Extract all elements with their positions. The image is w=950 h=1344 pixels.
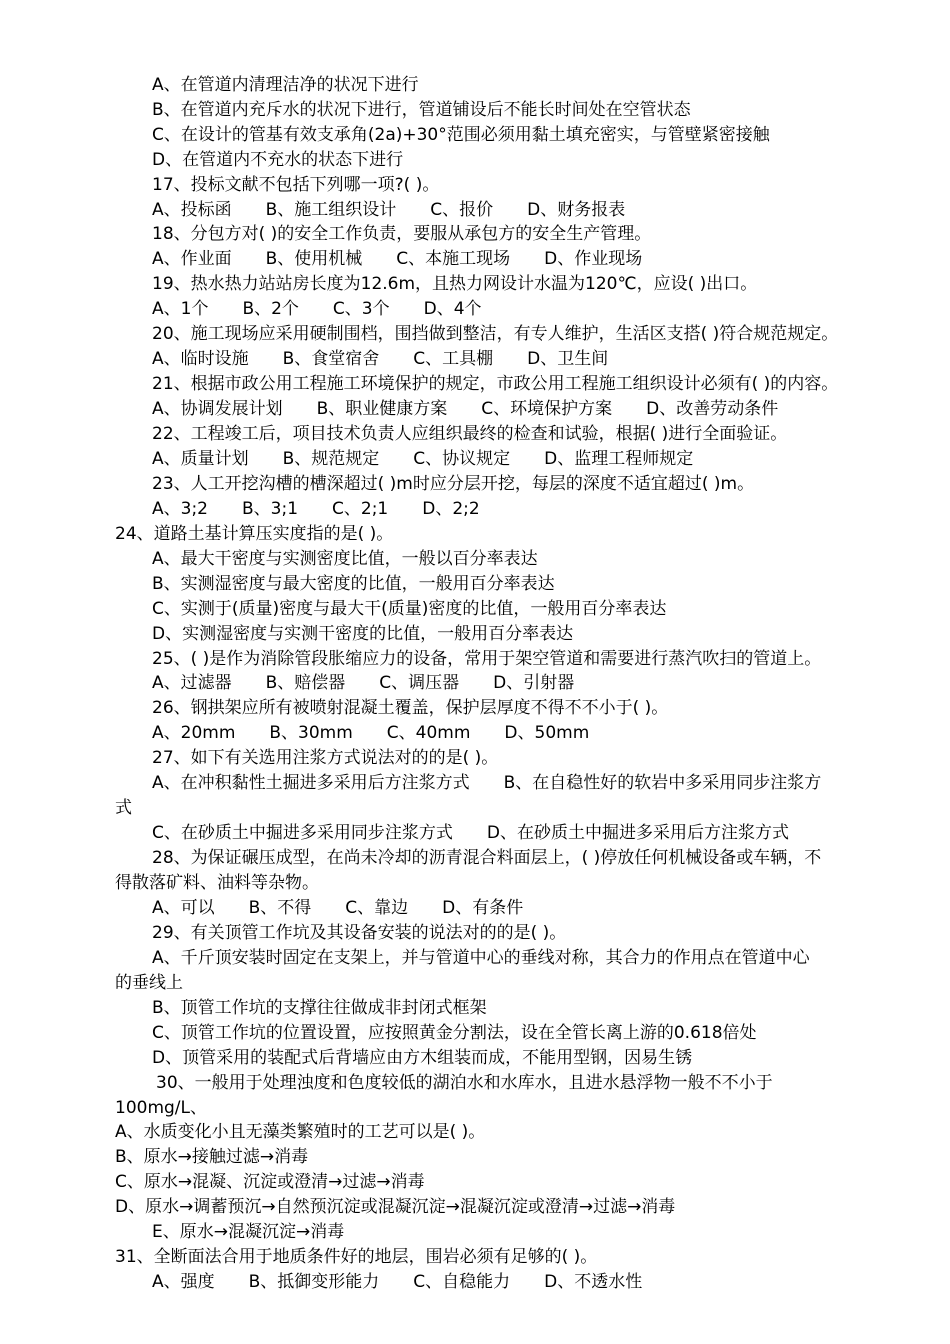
options-17: A、投标函 B、施工组织设计 C、报价 D、财务报表 bbox=[152, 200, 626, 220]
text-line: D、实测湿密度与实测干密度的比值，一般用百分率表达 bbox=[152, 624, 574, 644]
question-28: 28、为保证碾压成型，在尚未冷却的沥青混合料面层上，( )停放任何机械设备或车辆，不 bbox=[152, 848, 822, 868]
text-line: B、实测湿密度与最大密度的比值，一般用百分率表达 bbox=[152, 574, 555, 594]
text-line: 得散落矿料、油料等杂物。 bbox=[115, 873, 319, 893]
question-24: 24、道路土基计算压实度指的是( )。 bbox=[115, 524, 394, 544]
text-line: B、原水→接触过滤→消毒 bbox=[115, 1147, 309, 1167]
text-line: C、实测于(质量)密度与最大干(质量)密度的比值，一般用百分率表达 bbox=[152, 599, 667, 619]
text-line: C、在砂质土中掘进多采用同步注浆方式 D、在砂质土中掘进多采用后方注浆方式 bbox=[152, 823, 789, 843]
text-line: A、在管道内清理洁净的状况下进行 bbox=[152, 75, 419, 95]
question-30: 30、一般用于处理浊度和色度较低的湖泊水和水库水，且进水悬浮物一般不不小于 bbox=[156, 1073, 773, 1093]
text-line: C、在设计的管基有效支承角(2a)+30°范围必须用黏土填充密实，与管壁紧密接触 bbox=[152, 125, 770, 145]
options-20: A、临时设施 B、食堂宿舍 C、工具棚 D、卫生间 bbox=[152, 349, 609, 369]
options-21: A、协调发展计划 B、职业健康方案 C、环境保护方案 D、改善劳动条件 bbox=[152, 399, 779, 419]
options-25: A、过滤器 B、赔偿器 C、调压器 D、引射器 bbox=[152, 673, 575, 693]
text-line: E、原水→混凝沉淀→消毒 bbox=[152, 1222, 345, 1242]
question-26: 26、钢拱架应所有被喷射混凝土覆盖，保护层厚度不得不不小于( )。 bbox=[152, 698, 669, 718]
options-19: A、1个 B、2个 C、3个 D、4个 bbox=[152, 299, 482, 319]
question-31: 31、全断面法合用于地质条件好的地层，围岩必须有足够的( )。 bbox=[115, 1247, 598, 1267]
text-line: D、在管道内不充水的状态下进行 bbox=[152, 150, 404, 170]
question-23: 23、人工开挖沟槽的槽深超过( )m时应分层开挖，每层的深度不适宜超过( )m。 bbox=[152, 474, 755, 494]
text-line: A、最大干密度与实测密度比值，一般以百分率表达 bbox=[152, 549, 538, 569]
text-line: C、原水→混凝、沉淀或澄清→过滤→消毒 bbox=[115, 1172, 425, 1192]
text-line: D、顶管采用的装配式后背墙应由方木组装而成，不能用型钢，因易生锈 bbox=[152, 1048, 693, 1068]
question-18: 18、分包方对( )的安全工作负责，要服从承包方的安全生产管理。 bbox=[152, 224, 652, 244]
question-20: 20、施工现场应采用硬制围档，围挡做到整洁，有专人维护，生活区支搭( )符合规范规定。 bbox=[152, 324, 839, 344]
options-26: A、20mm B、30mm C、40mm D、50mm bbox=[152, 723, 590, 743]
text-line: 式 bbox=[115, 798, 132, 818]
question-17: 17、投标文献不包括下列哪一项?( )。 bbox=[152, 175, 440, 195]
question-22: 22、工程竣工后，项目技术负责人应组织最终的检查和试验，根据( )进行全面验证。 bbox=[152, 424, 788, 444]
options-18: A、作业面 B、使用机械 C、本施工现场 D、作业现场 bbox=[152, 249, 643, 269]
question-29: 29、有关顶管工作坑及其设备安装的说法对的的是( )。 bbox=[152, 923, 567, 943]
text-line: B、顶管工作坑的支撑往往做成非封闭式框架 bbox=[152, 998, 487, 1018]
text-line: A、千斤顶安装时固定在支架上，并与管道中心的垂线对称，其合力的作用点在管道中心 bbox=[152, 948, 810, 968]
text-line: C、顶管工作坑的位置设置，应按照黄金分割法，设在全管长离上游的0.618倍处 bbox=[152, 1023, 757, 1043]
question-21: 21、根据市政公用工程施工环境保护的规定，市政公用工程施工组织设计必须有( )的内容。 bbox=[152, 374, 839, 394]
text-line: D、原水→调蓄预沉→自然预沉淀或混凝沉淀→混凝沉淀或澄清→过滤→消毒 bbox=[115, 1197, 676, 1217]
options-28: A、可以 B、不得 C、靠边 D、有条件 bbox=[152, 898, 524, 918]
text-line: B、在管道内充斥水的状况下进行，管道铺设后不能长时间处在空管状态 bbox=[152, 100, 691, 120]
options-22: A、质量计划 B、规范规定 C、协议规定 D、监理工程师规定 bbox=[152, 449, 694, 469]
question-19: 19、热水热力站站房长度为12.6m，且热力网设计水温为120℃，应设( )出口。 bbox=[152, 274, 758, 294]
question-25: 25、( )是作为消除管段胀缩应力的设备，常用于架空管道和需要进行蒸汽吹扫的管道上。 bbox=[152, 649, 822, 669]
text-line: 100mg/L、 bbox=[115, 1098, 207, 1118]
text-line: A、在冲积黏性土掘进多采用后方注浆方式 B、在自稳性好的软岩中多采用同步注浆方 bbox=[152, 773, 822, 793]
options-23: A、3;2 B、3;1 C、2;1 D、2;2 bbox=[152, 499, 480, 519]
text-line: 的垂线上 bbox=[115, 973, 183, 993]
options-31: A、强度 B、抵御变形能力 C、自稳能力 D、不透水性 bbox=[152, 1272, 643, 1292]
text-line: A、水质变化小且无藻类繁殖时的工艺可以是( )。 bbox=[115, 1122, 486, 1142]
question-27: 27、如下有关选用注浆方式说法对的的是( )。 bbox=[152, 748, 499, 768]
